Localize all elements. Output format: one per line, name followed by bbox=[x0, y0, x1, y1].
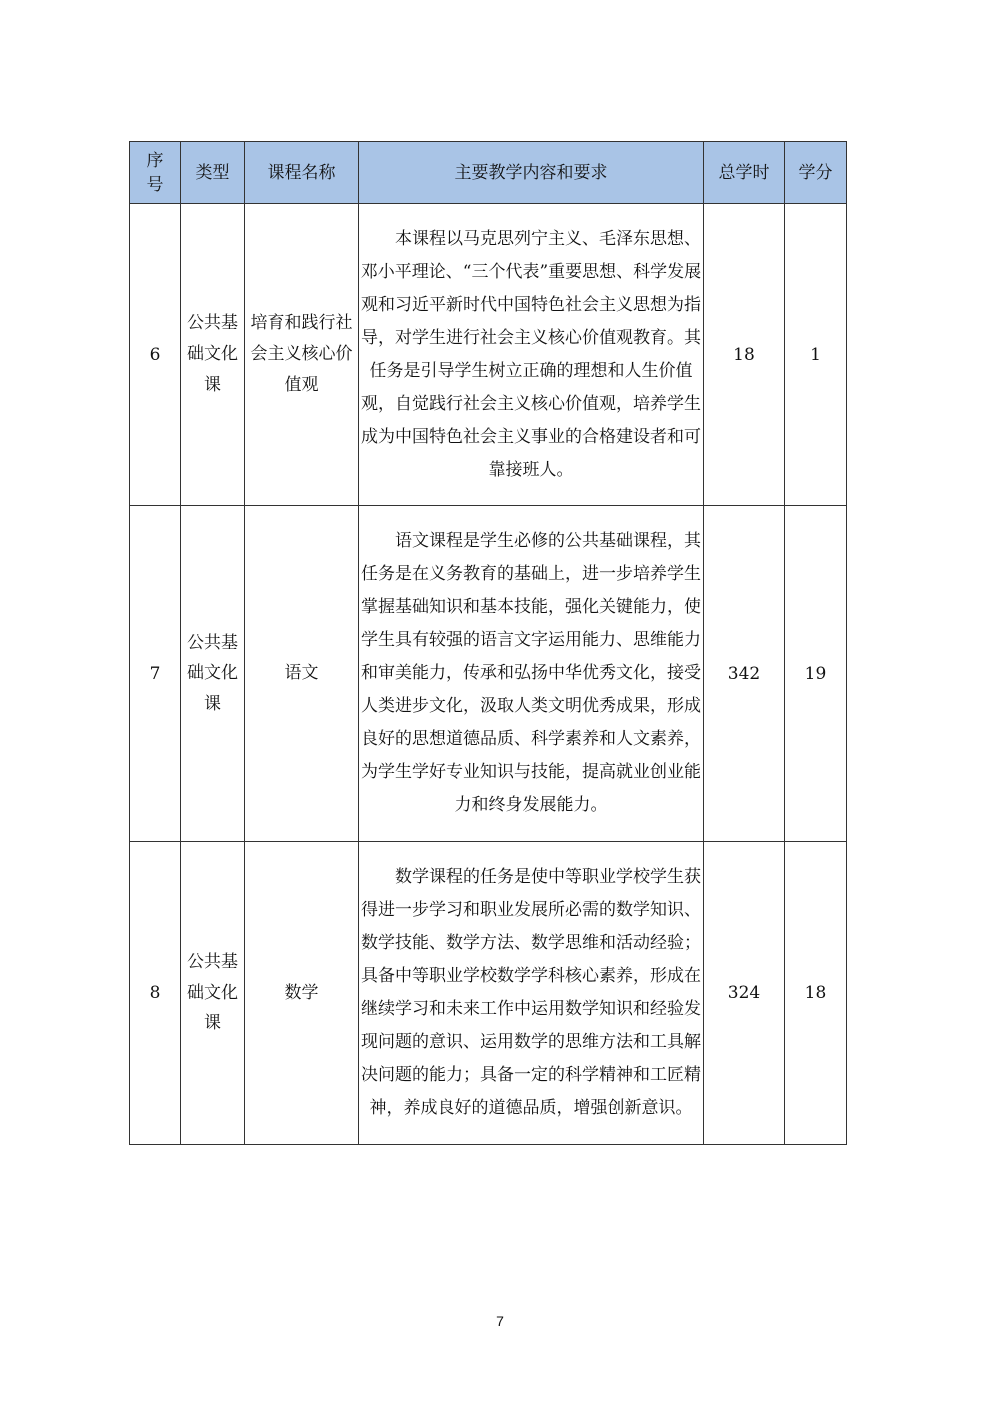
header-credits: 学分 bbox=[785, 142, 847, 204]
cell-type: 公共基础文化课 bbox=[181, 506, 245, 842]
cell-hours: 18 bbox=[704, 204, 785, 506]
header-no-line2: 号 bbox=[146, 174, 164, 195]
page-number: 7 bbox=[496, 1313, 504, 1329]
cell-credits: 19 bbox=[785, 506, 847, 842]
header-type: 类型 bbox=[181, 142, 245, 204]
table-row bbox=[130, 204, 847, 506]
cell-hours: 324 bbox=[704, 842, 785, 1145]
cell-content bbox=[359, 842, 704, 1145]
cell-no: 8 bbox=[130, 842, 181, 1145]
content-text: 数学课程的任务是使中等职业学校学生获得进一步学习和职业发展所必需的数学知识、数学技能、数学方法、数学思维和活动经验；具备中等职业学校数学学科核心素养，形成在继续学习和未来工作中运用数学知识和经验发现问题的意识、运用数学的思维方法和工具解决问题的能力；具备一定的科学精神和工匠精神，养成良好的道德品质，增强创新意识。 bbox=[361, 867, 701, 1118]
cell-credits: 18 bbox=[785, 842, 847, 1145]
course-table bbox=[129, 141, 847, 1145]
content-text: 本课程以马克思列宁主义、毛泽东思想、邓小平理论、“三个代表”重要思想、科学发展观和习近平新时代中国特色社会主义思想为指导，对学生进行社会主义核心价值观教育。其任务是引导学生树立正确的理想和人生价值观，自觉践行社会主义核心价值观，培养学生成为中国特色社会主义事业的合格建设者和可靠接班人。 bbox=[360, 228, 702, 480]
cell-no: 6 bbox=[130, 204, 181, 506]
header-content: 主要教学内容和要求 bbox=[359, 142, 704, 204]
cell-no: 7 bbox=[130, 506, 181, 842]
header-no bbox=[130, 142, 181, 204]
cell-credits: 1 bbox=[785, 204, 847, 506]
table-header-row bbox=[130, 142, 847, 204]
cell-hours: 342 bbox=[704, 506, 785, 842]
header-no-line1: 序 bbox=[146, 150, 164, 171]
cell-name: 数学 bbox=[245, 842, 359, 1145]
header-hours: 总学时 bbox=[704, 142, 785, 204]
cell-name: 语文 bbox=[245, 506, 359, 842]
cell-content bbox=[359, 506, 704, 842]
cell-content bbox=[359, 204, 704, 506]
cell-type: 公共基础文化课 bbox=[181, 842, 245, 1145]
table-row bbox=[130, 506, 847, 842]
table-row bbox=[130, 842, 847, 1145]
content-text: 语文课程是学生必修的公共基础课程，其任务是在义务教育的基础上，进一步培养学生掌握基础知识和基本技能，强化关键能力，使学生具有较强的语言文字运用能力、思维能力和审美能力，传承和弘扬中华优秀文化，接受人类进步文化，汲取人类文明优秀成果，形成良好的思想道德品质、科学素养和人文素养，为学生学好专业知识与技能，提高就业创业能力和终身发展能力。 bbox=[361, 531, 701, 815]
cell-type: 公共基础文化课 bbox=[181, 204, 245, 506]
header-name: 课程名称 bbox=[245, 142, 359, 204]
cell-name: 培育和践行社会主义核心价值观 bbox=[245, 204, 359, 506]
